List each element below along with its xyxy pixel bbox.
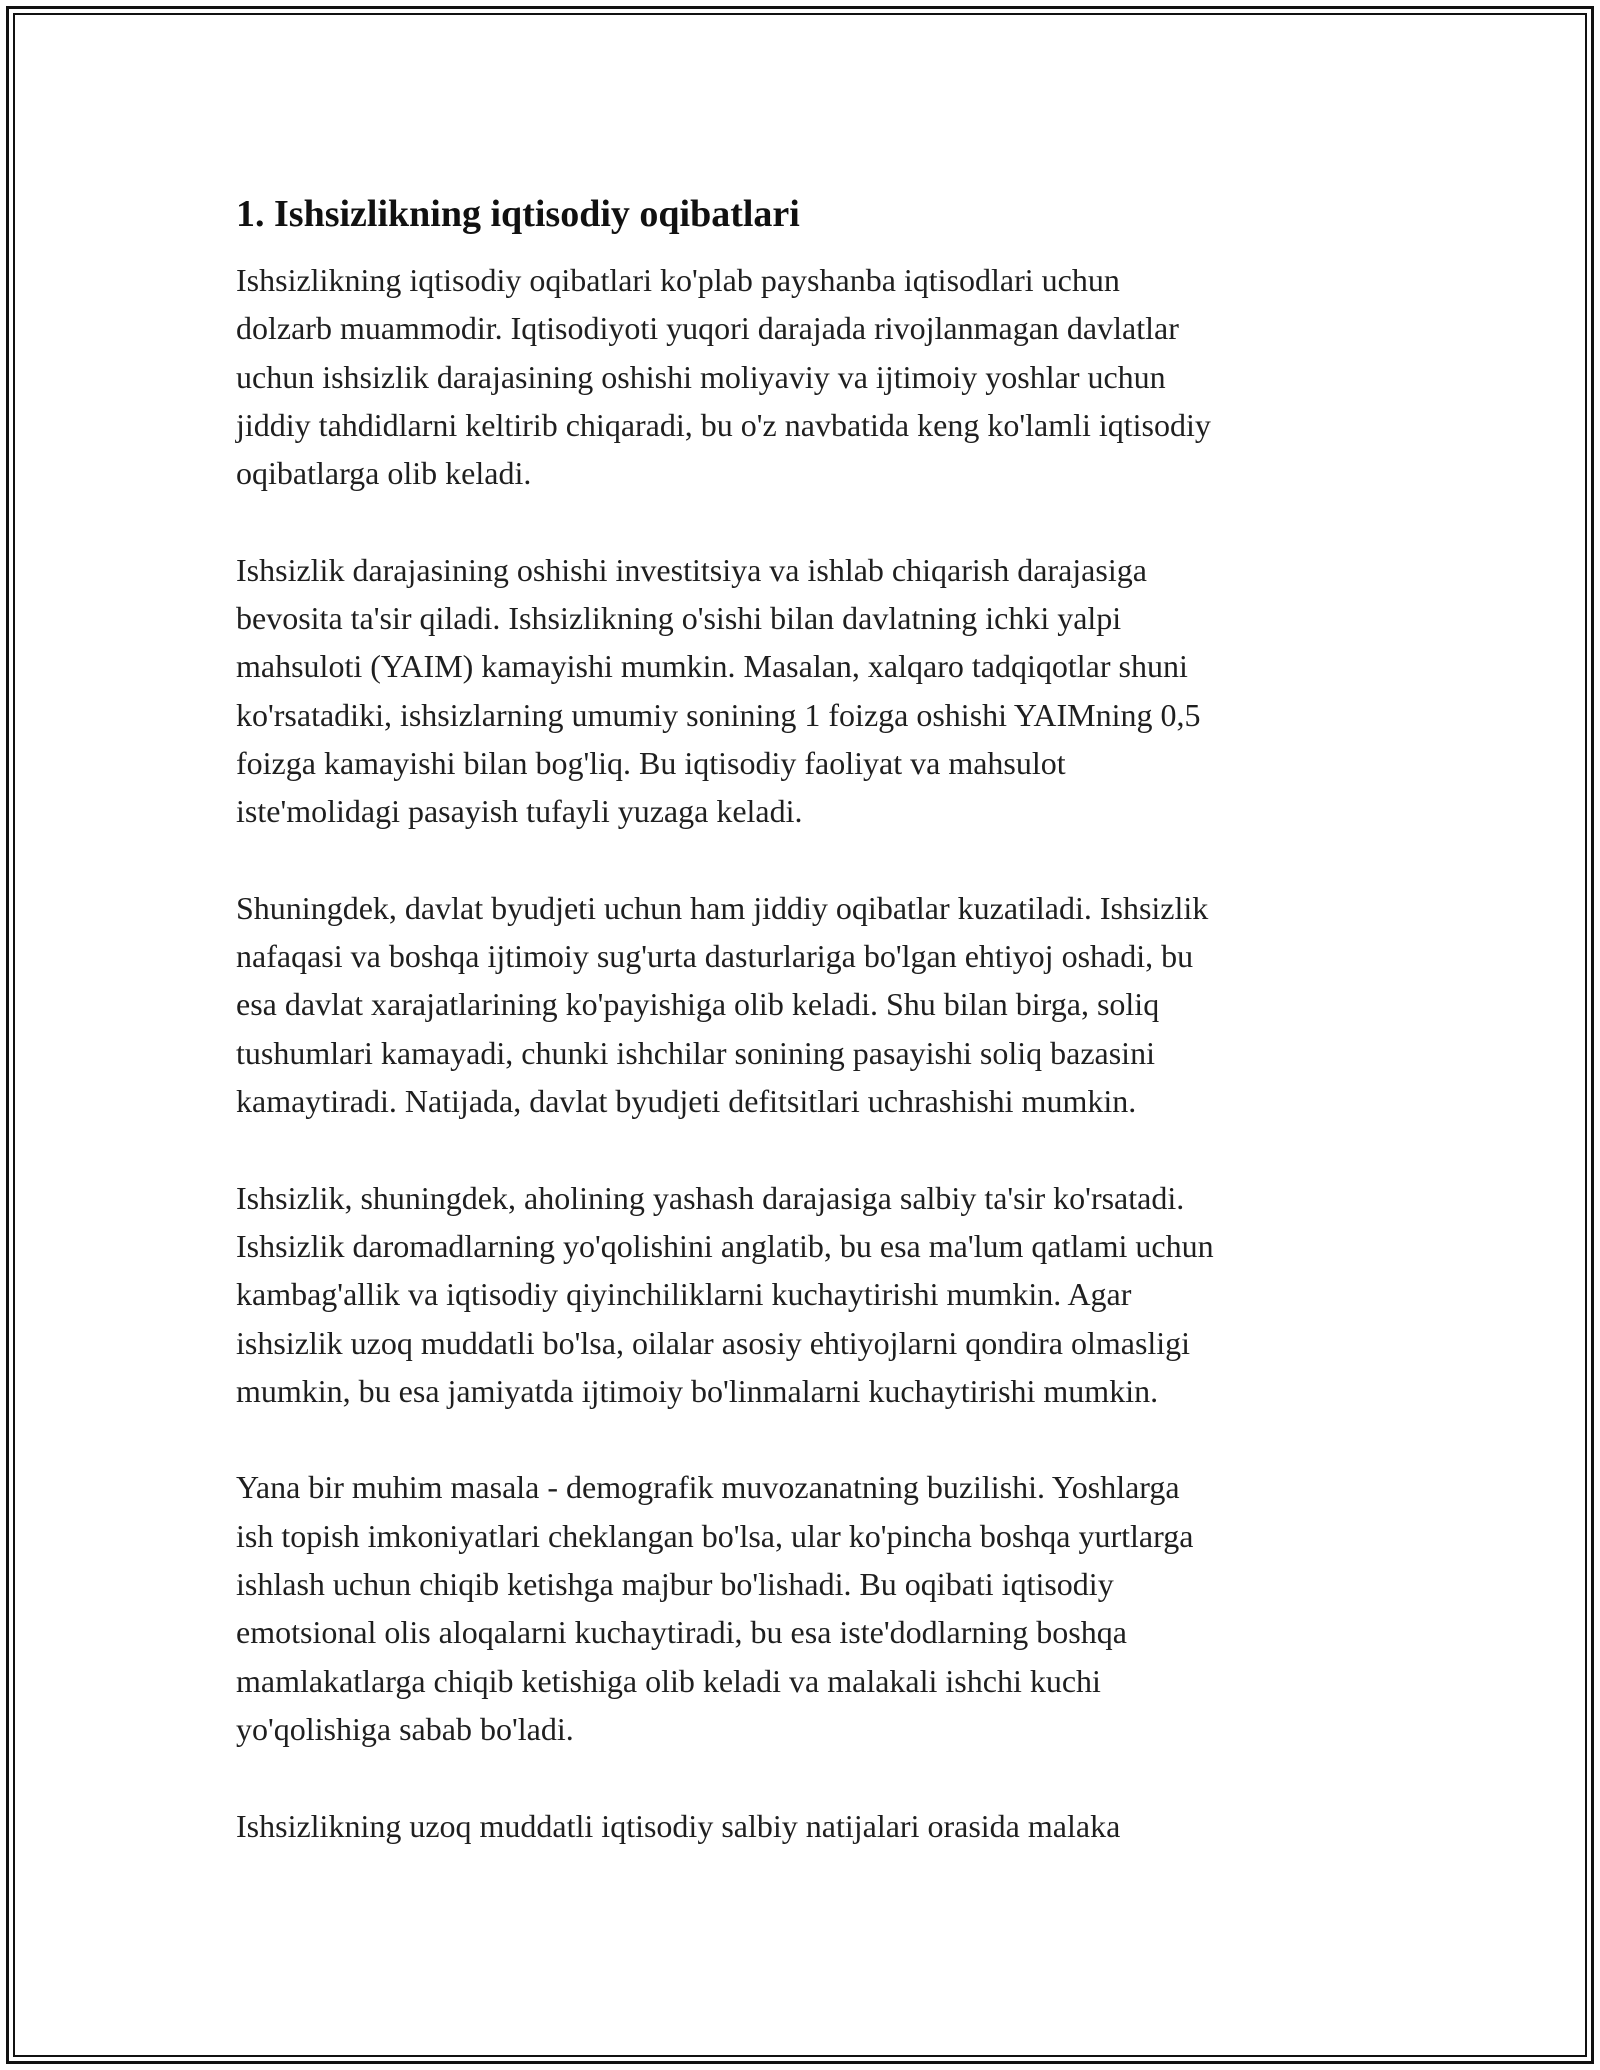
text-line: iste'molidagi pasayish tufayli yuzaga keladi. [236, 793, 803, 830]
text-line: uchun ishsizlik darajasining oshishi moliyaviy va ijtimoiy yoshlar uchun [236, 358, 1166, 395]
text-line: ish topish imkoniyatlari cheklangan bo'lsa, ular ko'pincha boshqa yurtlarga [236, 1517, 1194, 1554]
text-line: mahsuloti (YAIM) kamayishi mumkin. Masalan, xalqaro tadqiqotlar shuni [236, 648, 1188, 685]
text-line: dolzarb muammodir. Iqtisodiyoti yuqori darajada rivojlanmagan davlatlar [236, 310, 1179, 347]
text-line: jiddiy tahdidlarni keltirib chiqaradi, bu o'z navbatida keng ko'lamli iqtisodiy [236, 406, 1211, 443]
text-line: mamlakatlarga chiqib ketishiga olib keladi va malakali ishchi kuchi [236, 1662, 1101, 1699]
paragraph-5 [236, 1463, 1366, 1753]
text-line: ishlash uchun chiqib ketishga majbur bo'lishadi. Bu oqibati iqtisodiy [236, 1566, 1114, 1603]
text-line: Ishsizlikning iqtisodiy oqibatlari ko'plab payshanba iqtisodlari uchun [236, 262, 1120, 298]
paragraph-1 [236, 256, 1366, 497]
text-line: ko'rsatadiki, ishsizlarning umumiy sonining 1 foizga oshishi YAIMning 0,5 [236, 696, 1201, 733]
text-line: Ishsizlik, shuningdek, aholining yashash darajasiga salbiy ta'sir ko'rsatadi. [236, 1179, 1185, 1216]
text-line: kambag'allik va iqtisodiy qiyinchiliklarni kuchaytirishi mumkin. Agar [236, 1276, 1132, 1313]
paragraph-2 [236, 546, 1366, 836]
text-line: emotsional olis aloqalarni kuchaytiradi, bu esa iste'dodlarning boshqa [236, 1614, 1127, 1651]
section-heading: 1. Ishsizlikning iqtisodiy oqibatlari [236, 193, 800, 235]
text-line: kamaytiradi. Natijada, davlat byudjeti defitsitlari uchrashishi mumkin. [236, 1083, 1137, 1120]
text-line: yo'qolishiga sabab bo'ladi. [236, 1710, 574, 1747]
text-line: tushumlari kamayadi, chunki ishchilar sonining pasayishi soliq bazasini [236, 1034, 1155, 1071]
text-line: Yana bir muhim masala - demografik muvozanatning buzilishi. Yoshlarga [236, 1469, 1180, 1506]
text-line: bevosita ta'sir qiladi. Ishsizlikning o'sishi bilan davlatning ichki yalpi [236, 600, 1122, 637]
paragraph-3 [236, 884, 1366, 1125]
text-line: ishsizlik uzoq muddatli bo'lsa, oilalar asosiy ehtiyojlarni qondira olmasligi [236, 1324, 1191, 1361]
text-line: nafaqasi va boshqa ijtimoiy sug'urta dasturlariga bo'lgan ehtiyoj oshadi, bu [236, 938, 1194, 975]
document-body [236, 188, 1366, 1898]
text-line: Ishsizlik daromadlarning yo'qolishini anglatib, bu esa ma'lum qatlami uchun [236, 1227, 1214, 1264]
text-line: esa davlat xarajatlarining ko'payishiga olib keladi. Shu bilan birga, soliq [236, 986, 1160, 1023]
text-line: Shuningdek, davlat byudjeti uchun ham jiddiy oqibatlar kuzatiladi. Ishsizlik [236, 889, 1209, 926]
paragraph-6 [236, 1802, 1366, 1850]
text-line: mumkin, bu esa jamiyatda ijtimoiy bo'linmalarni kuchaytirishi mumkin. [236, 1372, 1159, 1409]
text-line: foizga kamayishi bilan bog'liq. Bu iqtisodiy faoliyat va mahsulot [236, 744, 1066, 781]
text-line: Ishsizlikning uzoq muddatli iqtisodiy salbiy natijalari orasida malaka [236, 1807, 1121, 1844]
text-line: Ishsizlik darajasining oshishi investitsiya va ishlab chiqarish darajasiga [236, 551, 1147, 588]
paragraph-4 [236, 1174, 1366, 1415]
text-line: oqibatlarga olib keladi. [236, 455, 532, 492]
